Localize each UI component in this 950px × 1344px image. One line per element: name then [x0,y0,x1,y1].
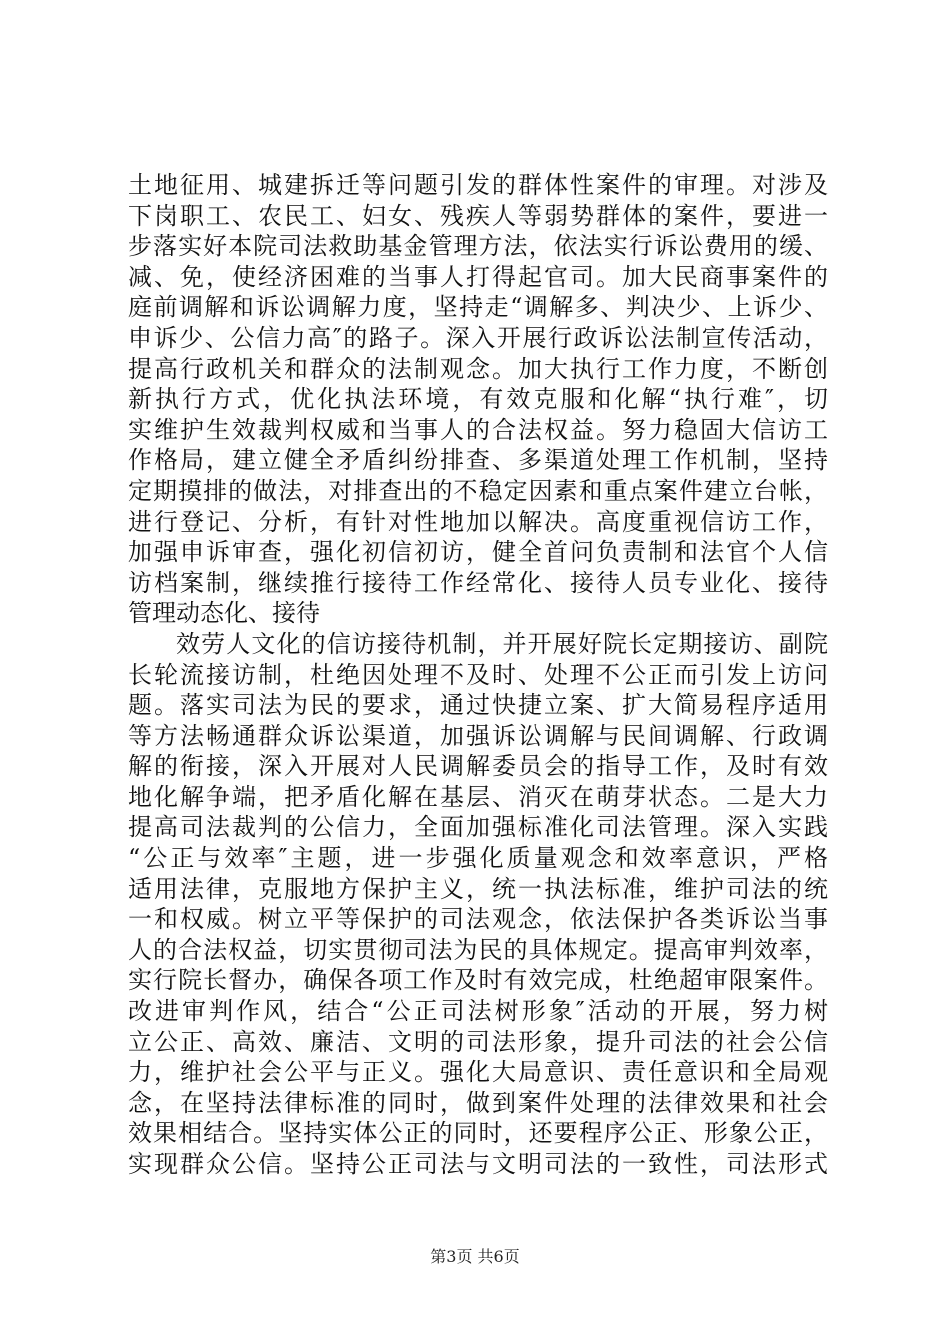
text-line: 长轮流接访制，杜绝因处理不及时、处理不公正而引发上访问 [128,660,828,689]
text-line: 适用法律，克服地方保护主义，统一执法标准，维护司法的统 [128,874,828,903]
text-line: 提高行政机关和群众的法制观念。加大执行工作力度，不断创 [128,354,828,383]
text-line: 庭前调解和诉讼调解力度，坚持走“调解多、判决少、上诉少、 [128,293,828,322]
text-line: 念，在坚持法律标准的同时，做到案件处理的法律效果和社会 [128,1088,828,1117]
text-line: 力，维护社会公平与正义。强化大局意识、责任意识和全局观 [128,1058,828,1087]
text-line: 一和权威。树立平等保护的司法观念，依法保护各类诉讼当事 [128,905,828,934]
paragraph [128,629,828,1180]
text-line: 等方法畅通群众诉讼渠道，加强诉讼调解与民间调解、行政调 [128,721,828,750]
text-line: 土地征用、城建拆迁等问题引发的群体性案件的审理。对涉及 [128,171,828,199]
text-line: 实现群众公信。坚持公正司法与文明司法的一致性，司法形式 [128,1150,828,1178]
text-line: 访档案制，继续推行接待工作经常化、接待人员专业化、接待 [128,568,828,597]
text-line: 立公正、高效、廉洁、文明的司法形象，提升司法的社会公信 [128,1027,828,1056]
text-line: 人的合法权益，切实贯彻司法为民的具体规定。提高审判效率， [128,935,828,964]
text-line: 解的衔接，深入开展对人民调解委员会的指导工作，及时有效 [128,752,828,781]
text-line: 新执行方式，优化执法环境，有效克服和化解“执行难″，切 [128,385,828,414]
document-body [128,170,828,1180]
text-line: 步落实好本院司法救助基金管理方法，依法实行诉讼费用的缓、 [128,232,828,261]
text-line: 申诉少、公信力高″的路子。深入开展行政诉讼法制宣传活动， [128,323,828,352]
text-line: 改进审判作风，结合“公正司法树形象″活动的开展，努力树 [128,997,828,1026]
text-line: 实行院长督办，确保各项工作及时有效完成，杜绝超审限案件。 [128,966,828,995]
text-line: 效劳人文化的信访接待机制，并开展好院长定期接访、副院 [176,629,828,658]
text-line: 进行登记、分析，有针对性地加以解决。高度重视信访工作， [128,507,828,536]
text-line: 地化解争端，把矛盾化解在基层、消灭在萌芽状态。二是大力 [128,782,828,811]
text-line: 提高司法裁判的公信力，全面加强标准化司法管理。深入实践 [128,813,828,842]
text-line: 减、免，使经济困难的当事人打得起官司。加大民商事案件的 [128,262,828,291]
paragraph [128,170,828,629]
text-line: 题。落实司法为民的要求，通过快捷立案、扩大简易程序适用 [128,691,828,720]
text-line: 作格局，建立健全矛盾纠纷排查、多渠道处理工作机制，坚持 [128,446,828,475]
text-line: 实维护生效裁判权威和当事人的合法权益。努力稳固大信访工 [128,415,828,444]
text-line: 定期摸排的做法，对排查出的不稳定因素和重点案件建立台帐， [128,476,828,505]
page-footer: 第3页 共6页 [430,1247,520,1266]
text-line: 下岗职工、农民工、妇女、残疾人等弱势群体的案件，要进一 [128,201,828,230]
text-line: 管理动态化、接待 [128,599,320,628]
text-line: “公正与效率″主题，进一步强化质量观念和效率意识，严格 [128,844,828,873]
text-line: 效果相结合。坚持实体公正的同时，还要程序公正、形象公正， [128,1119,828,1148]
text-line: 加强申诉审查，强化初信初访，健全首问负责制和法官个人信 [128,538,828,567]
